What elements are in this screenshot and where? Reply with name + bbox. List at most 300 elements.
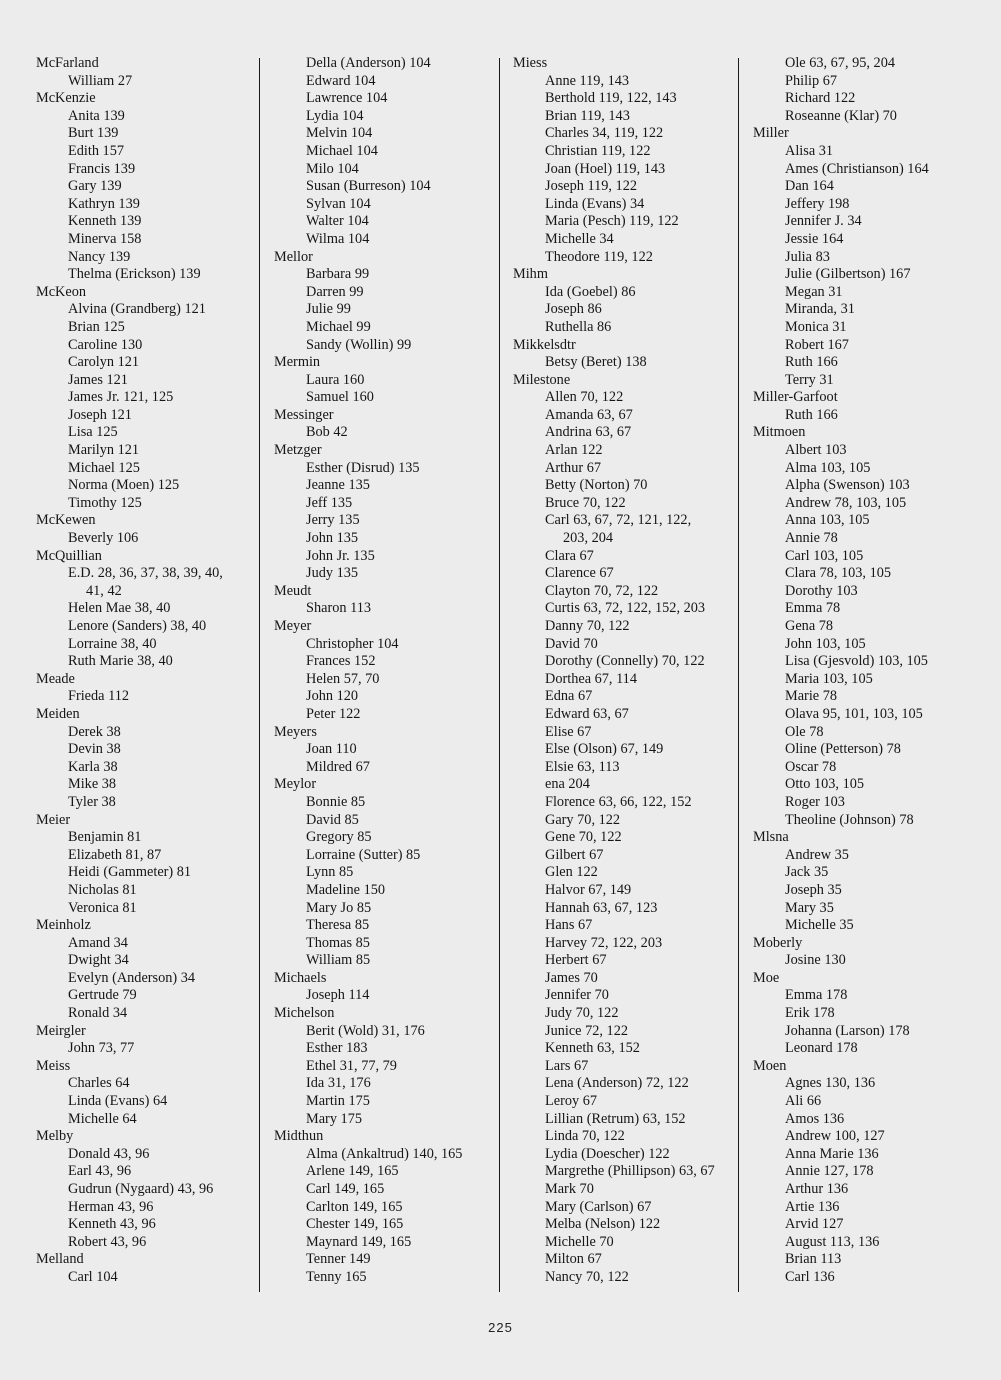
given-name-entry — [513, 512, 728, 547]
given-name-entry: Clara 78, 103, 105 — [785, 565, 892, 582]
given-name-entry: Sandy (Wollin) 99 — [306, 336, 412, 353]
given-name-entry: Michelle 64 — [68, 1110, 137, 1127]
given-name-entry: Andrew 100, 127 — [785, 1128, 885, 1145]
given-name-entry: Esther (Disrud) 135 — [306, 459, 420, 476]
index-entry — [753, 55, 968, 125]
given-name-entry: Andrew 78, 103, 105 — [785, 494, 907, 511]
surname-heading: Melland — [36, 1251, 84, 1268]
surname-heading: Meudt — [274, 582, 312, 599]
given-name-entry: Jerry 135 — [306, 512, 360, 529]
given-name-entry: Robert 43, 96 — [68, 1233, 147, 1250]
given-name-entry: James Jr. 121, 125 — [68, 389, 174, 406]
given-name-entry: Glen 122 — [545, 864, 598, 881]
surname-heading: Mitmoen — [753, 424, 806, 441]
given-name-entry: Lars 67 — [545, 1057, 589, 1074]
index-entry — [513, 372, 728, 1287]
given-name-entry: Bruce 70, 122 — [545, 494, 626, 511]
given-name-entry: Alma (Ankaltrud) 140, 165 — [306, 1145, 463, 1162]
surname-heading: Meyers — [274, 723, 317, 740]
given-name-entry: Linda (Evans) 34 — [545, 195, 645, 212]
given-name-entry: Gary 70, 122 — [545, 811, 621, 828]
given-name-entry: Arthur 67 — [545, 459, 601, 476]
given-name-entry: Ruth 166 — [785, 406, 838, 423]
given-name-entry: Brian 113 — [785, 1251, 842, 1268]
index-entry — [753, 125, 968, 389]
given-name-entry: Jeffery 198 — [785, 195, 850, 212]
index-column-1 — [36, 55, 251, 1287]
given-name-entry: Jennifer 70 — [545, 987, 609, 1004]
given-name-entry: Philip 67 — [785, 72, 838, 89]
surname-heading: Midthun — [274, 1128, 324, 1145]
given-name-entry: Joseph 86 — [545, 301, 602, 318]
given-name-entry: Lydia 104 — [306, 107, 364, 124]
given-name-entry: Anna 103, 105 — [785, 512, 870, 529]
given-name-entry: Charles 34, 119, 122 — [545, 125, 664, 142]
surname-heading: Meinholz — [36, 917, 91, 934]
index-entry — [36, 284, 251, 513]
column-divider — [738, 58, 739, 1292]
given-name-entry: Francis 139 — [68, 160, 136, 177]
given-name-entry: Michelle 34 — [545, 230, 614, 247]
surname-heading: McKeon — [36, 283, 87, 300]
given-name-entry: Maynard 149, 165 — [306, 1233, 412, 1250]
given-name-entry: Ethel 31, 77, 79 — [306, 1057, 397, 1074]
given-name-entry: Andrew 35 — [785, 846, 849, 863]
index-entry — [753, 829, 968, 935]
given-name-entry: Linda 70, 122 — [545, 1128, 625, 1145]
given-name-entry: Roseanne (Klar) 70 — [785, 107, 897, 124]
index-entry — [274, 407, 489, 442]
given-name-entry: Mary 175 — [306, 1110, 362, 1127]
given-name-entry: Benjamin 81 — [68, 829, 142, 846]
given-name-entry: Lisa (Gjesvold) 103, 105 — [785, 653, 928, 670]
given-name-entry: Hannah 63, 67, 123 — [545, 899, 658, 916]
given-name-entry: John 135 — [306, 530, 359, 547]
given-name-entry: Arlene 149, 165 — [306, 1163, 399, 1180]
index-entry — [513, 337, 728, 372]
given-name-entry: Marilyn 121 — [68, 442, 140, 459]
given-name-entry: Dorothy 103 — [785, 582, 858, 599]
given-name-entry: Alisa 31 — [785, 142, 834, 159]
given-name-entry: Johanna (Larson) 178 — [785, 1022, 910, 1039]
given-name-entry: Theoline (Johnson) 78 — [785, 811, 914, 828]
given-name-entry: William 27 — [68, 72, 133, 89]
surname-heading: Messinger — [274, 406, 334, 423]
surname-heading: Meirgler — [36, 1022, 86, 1039]
given-name-entry: Herbert 67 — [545, 952, 607, 969]
given-name-line: Carl 63, 67, 72, 121, 122, — [545, 512, 692, 529]
index-entry — [274, 55, 489, 249]
given-name-entry: Florence 63, 66, 122, 152 — [545, 793, 692, 810]
surname-heading: Meiden — [36, 705, 80, 722]
surname-heading: Melby — [36, 1128, 74, 1145]
given-name-entry: Monica 31 — [785, 318, 847, 335]
surname-heading: Meyer — [274, 618, 312, 634]
index-entry — [36, 512, 251, 547]
given-name-entry: John 73, 77 — [68, 1040, 135, 1057]
given-name-entry: Mary Jo 85 — [306, 899, 372, 916]
given-name-entry: Ames (Christianson) 164 — [785, 160, 929, 177]
index-entry — [274, 1128, 489, 1286]
given-name-entry: David 85 — [306, 811, 359, 828]
given-name-entry: Karla 38 — [68, 758, 118, 775]
column-divider — [499, 58, 500, 1292]
given-name-entry: Mike 38 — [68, 776, 117, 793]
given-name-entry: Peter 122 — [306, 705, 361, 722]
given-name-entry: Lenore (Sanders) 38, 40 — [68, 618, 207, 634]
given-name-entry: Michael 104 — [306, 142, 378, 159]
given-name-entry: Julia 83 — [785, 248, 830, 265]
given-name-entry: Christian 119, 122 — [545, 142, 651, 159]
column-divider — [259, 58, 260, 1292]
given-name-entry: Beverly 106 — [68, 530, 139, 547]
index-entry — [36, 671, 251, 706]
surname-heading: Miller-Garfoot — [753, 389, 838, 406]
surname-heading: Mellor — [274, 248, 313, 265]
given-name-entry: Agnes 130, 136 — [785, 1075, 876, 1092]
given-name-entry: Elsie 63, 113 — [545, 758, 620, 775]
given-name-entry: Melvin 104 — [306, 125, 373, 142]
given-name-entry: Wilma 104 — [306, 230, 370, 247]
given-name-entry: Mildred 67 — [306, 758, 370, 775]
given-name-entry: Joseph 114 — [306, 987, 370, 1004]
surname-heading: Mihm — [513, 266, 548, 283]
given-name-entry: Walter 104 — [306, 213, 369, 230]
given-name-entry: Emma 78 — [785, 600, 841, 617]
given-name-entry: Leonard 178 — [785, 1040, 858, 1057]
given-name-entry: Maria 103, 105 — [785, 670, 873, 687]
index-entry — [274, 618, 489, 724]
surname-heading: Milestone — [513, 371, 571, 388]
given-name-entry: Lena (Anderson) 72, 122 — [545, 1075, 689, 1092]
given-name-entry: Tenny 165 — [306, 1268, 367, 1285]
given-name-entry: Lillian (Retrum) 63, 152 — [545, 1110, 686, 1127]
index-entry — [36, 706, 251, 812]
given-name-entry: Hans 67 — [545, 917, 593, 934]
given-name-entry: Joseph 121 — [68, 406, 132, 423]
given-name-entry: Ole 78 — [785, 723, 824, 740]
given-name-entry: Amand 34 — [68, 934, 128, 951]
given-name-entry: Della (Anderson) 104 — [306, 55, 431, 71]
given-name-entry: Clara 67 — [545, 547, 594, 564]
given-name-entry: Miranda, 31 — [785, 301, 855, 318]
index-entry — [36, 90, 251, 284]
index-entry — [753, 935, 968, 970]
given-name-entry: Clayton 70, 72, 122 — [545, 582, 659, 599]
given-name-entry: Milton 67 — [545, 1251, 602, 1268]
given-name-entry: Jeff 135 — [306, 494, 353, 511]
given-name-entry: Leroy 67 — [545, 1093, 598, 1110]
given-name-entry: Erik 178 — [785, 1005, 835, 1022]
given-name-entry: Burt 139 — [68, 125, 119, 142]
given-name-entry: Samuel 160 — [306, 389, 374, 406]
given-name-entry: Bonnie 85 — [306, 793, 366, 810]
index-entry — [36, 1023, 251, 1058]
given-name-entry: Charles 64 — [68, 1075, 130, 1092]
given-name-entry: Mark 70 — [545, 1181, 594, 1197]
given-name-entry: Bob 42 — [306, 424, 348, 441]
given-name-entry: Laura 160 — [306, 371, 365, 388]
index-entry — [274, 776, 489, 970]
given-name-entry: Amanda 63, 67 — [545, 406, 633, 423]
given-name-entry: John 103, 105 — [785, 635, 866, 652]
given-name-entry: Derek 38 — [68, 723, 121, 740]
given-name-entry: Albert 103 — [785, 442, 847, 459]
given-name-entry: Caroline 130 — [68, 336, 143, 353]
given-name-entry: Carl 136 — [785, 1268, 835, 1285]
given-name-entry: Susan (Burreson) 104 — [306, 178, 431, 195]
index-entry — [274, 724, 489, 777]
given-name-entry: Madeline 150 — [306, 881, 386, 898]
given-name-entry: Maria (Pesch) 119, 122 — [545, 213, 679, 230]
given-name-entry: Gene 70, 122 — [545, 829, 622, 846]
index-entry — [274, 970, 489, 1005]
index-entry — [36, 1058, 251, 1128]
given-name-entry: ena 204 — [545, 776, 590, 793]
given-name-entry: Arthur 136 — [785, 1181, 849, 1197]
given-name-entry: Danny 70, 122 — [545, 618, 630, 634]
given-name-entry: Anna Marie 136 — [785, 1145, 879, 1162]
given-name-entry: Halvor 67, 149 — [545, 881, 632, 898]
given-name-entry: Otto 103, 105 — [785, 776, 865, 793]
given-name-entry: Ruth Marie 38, 40 — [68, 653, 173, 670]
given-name-entry: Alma 103, 105 — [785, 459, 871, 476]
index-entry — [36, 812, 251, 918]
given-name-entry: Donald 43, 96 — [68, 1145, 150, 1162]
given-name-entry: Helen Mae 38, 40 — [68, 600, 171, 617]
given-name-entry: William 85 — [306, 952, 371, 969]
given-name-entry: Anne 119, 143 — [545, 72, 630, 89]
index-entry — [36, 917, 251, 1023]
given-name-entry: Joan 110 — [306, 741, 357, 758]
given-name-entry: Brian 125 — [68, 318, 125, 335]
given-name-entry: John Jr. 135 — [306, 547, 375, 564]
given-name-entry: Joseph 119, 122 — [545, 178, 638, 195]
given-name-entry: Harvey 72, 122, 203 — [545, 934, 663, 951]
index-entry — [274, 249, 489, 355]
given-name-entry: Earl 43, 96 — [68, 1163, 132, 1180]
given-name-entry: Heidi (Gammeter) 81 — [68, 864, 192, 881]
given-name-entry: Robert 167 — [785, 336, 849, 353]
index-entry — [36, 548, 251, 671]
given-name-entry: Julie 99 — [306, 301, 351, 318]
given-name-entry: Michelle 35 — [785, 917, 854, 934]
given-name-entry: Michael 99 — [306, 318, 371, 335]
given-name-entry: Timothy 125 — [68, 494, 142, 511]
given-name-entry: Allen 70, 122 — [545, 389, 624, 406]
given-name-entry: Julie (Gilbertson) 167 — [785, 266, 911, 283]
given-name-entry: Kenneth 63, 152 — [545, 1040, 640, 1057]
surname-heading: Michaels — [274, 969, 327, 986]
given-name-entry: Elizabeth 81, 87 — [68, 846, 162, 863]
given-name-entry: Ole 63, 67, 95, 204 — [785, 55, 895, 71]
given-name-entry: Else (Olson) 67, 149 — [545, 741, 664, 758]
given-name-entry: Annie 127, 178 — [785, 1163, 874, 1180]
given-name-entry: Jeanne 135 — [306, 477, 370, 494]
given-name-entry: Alpha (Swenson) 103 — [785, 477, 910, 494]
given-name-entry: Theodore 119, 122 — [545, 248, 653, 265]
given-name-entry: Marie 78 — [785, 688, 838, 705]
given-name-entry: Linda (Evans) 64 — [68, 1093, 168, 1110]
surname-heading: Meier — [36, 811, 71, 828]
given-name-entry: Herman 43, 96 — [68, 1198, 154, 1215]
given-name-entry: Emma 178 — [785, 987, 848, 1004]
index-entry — [36, 1251, 251, 1286]
index-entry — [274, 354, 489, 407]
given-name-entry: Jennifer J. 34 — [785, 213, 862, 230]
given-name-entry: Kenneth 43, 96 — [68, 1216, 156, 1233]
given-name-entry: Michelle 70 — [545, 1233, 614, 1250]
given-name-continuation: 203, 204 — [563, 530, 614, 547]
given-name-entry: David 70 — [545, 635, 598, 652]
given-name-entry: Nancy 139 — [68, 248, 131, 265]
given-name-entry: Dan 164 — [785, 178, 834, 195]
given-name-entry: Tenner 149 — [306, 1251, 371, 1268]
given-name-entry: Lisa 125 — [68, 424, 118, 441]
given-name-entry: Ruthella 86 — [545, 318, 612, 335]
given-name-line: E.D. 28, 36, 37, 38, 39, 40, — [68, 565, 223, 582]
given-name-entry: Edna 67 — [545, 688, 593, 705]
given-name-entry: Dorothy (Connelly) 70, 122 — [545, 653, 705, 670]
given-name-entry: James 121 — [68, 371, 128, 388]
given-name-entry: Dorthea 67, 114 — [545, 670, 637, 687]
given-name-entry: Clarence 67 — [545, 565, 614, 582]
given-name-entry: Carl 149, 165 — [306, 1181, 385, 1197]
given-name-entry: Judy 135 — [306, 565, 359, 582]
surname-heading: Michelson — [274, 1005, 335, 1022]
given-name-entry: Gertrude 79 — [68, 987, 137, 1004]
given-name-entry: Joseph 35 — [785, 881, 842, 898]
surname-heading: Moen — [753, 1057, 787, 1074]
index-entry — [513, 266, 728, 336]
given-name-entry: Brian 119, 143 — [545, 107, 630, 124]
given-name-entry: Tyler 38 — [68, 793, 116, 810]
index-entry — [274, 442, 489, 583]
given-name-entry: Theresa 85 — [306, 917, 370, 934]
given-name-entry: Oline (Petterson) 78 — [785, 741, 901, 758]
index-entry — [274, 583, 489, 618]
given-name-entry: Arvid 127 — [785, 1216, 844, 1233]
given-name-entry: Kathryn 139 — [68, 195, 140, 212]
index-entry — [274, 1005, 489, 1128]
page-number: 225 — [488, 1320, 513, 1335]
given-name-entry: Minerva 158 — [68, 230, 142, 247]
given-name-entry: Berit (Wold) 31, 176 — [306, 1022, 425, 1039]
given-name-entry: Olava 95, 101, 103, 105 — [785, 705, 923, 722]
surname-heading: McKenzie — [36, 90, 96, 107]
given-name-entry: Betsy (Beret) 138 — [545, 354, 647, 371]
given-name-entry: Barbara 99 — [306, 266, 370, 283]
given-name-entry: Gilbert 67 — [545, 846, 604, 863]
given-name-entry: Nicholas 81 — [68, 881, 137, 898]
surname-heading: McFarland — [36, 55, 99, 71]
given-name-entry: Lawrence 104 — [306, 90, 388, 107]
given-name-entry: Judy 70, 122 — [545, 1005, 619, 1022]
given-name-entry: Ronald 34 — [68, 1005, 128, 1022]
given-name-entry: Edward 104 — [306, 72, 376, 89]
given-name-entry: Thelma (Erickson) 139 — [68, 266, 201, 283]
given-name-entry: Thomas 85 — [306, 934, 370, 951]
given-name-entry: Amos 136 — [785, 1110, 845, 1127]
given-name-entry: Frances 152 — [306, 653, 376, 670]
given-name-entry: Lynn 85 — [306, 864, 354, 881]
given-name-entry: Annie 78 — [785, 530, 838, 547]
given-name-entry: Melba (Nelson) 122 — [545, 1216, 661, 1233]
given-name-entry: Ruth 166 — [785, 354, 838, 371]
given-name-entry: Richard 122 — [785, 90, 856, 107]
given-name-entry: Helen 57, 70 — [306, 670, 380, 687]
given-name-entry: Gregory 85 — [306, 829, 372, 846]
index-entry — [753, 389, 968, 424]
given-name-entry: Carlton 149, 165 — [306, 1198, 403, 1215]
given-name-entry: Lorraine 38, 40 — [68, 635, 157, 652]
given-name-entry: Evelyn (Anderson) 34 — [68, 969, 196, 986]
surname-heading: Meiss — [36, 1057, 71, 1074]
given-name-entry: Carl 103, 105 — [785, 547, 864, 564]
surname-heading: Metzger — [274, 442, 322, 459]
surname-heading: Meade — [36, 670, 75, 687]
given-name-entry: Alvina (Grandberg) 121 — [68, 301, 206, 318]
given-name-entry: Kenneth 139 — [68, 213, 142, 230]
surname-heading: McKewen — [36, 512, 96, 529]
given-name-entry: Jack 35 — [785, 864, 829, 881]
surname-heading: Mikkelsdtr — [513, 336, 576, 353]
index-entry — [753, 1058, 968, 1287]
given-name-entry: Sylvan 104 — [306, 195, 371, 212]
given-name-entry: Norma (Moen) 125 — [68, 477, 180, 494]
given-name-entry: Veronica 81 — [68, 899, 137, 916]
given-name-entry: Ida 31, 176 — [306, 1075, 371, 1092]
index-column-3 — [513, 55, 728, 1287]
given-name-entry: Nancy 70, 122 — [545, 1268, 629, 1285]
given-name-entry: Junice 72, 122 — [545, 1022, 628, 1039]
given-name-entry: Margrethe (Phillipson) 63, 67 — [545, 1163, 715, 1180]
surname-heading: Miess — [513, 55, 548, 71]
given-name-entry: Mary (Carlson) 67 — [545, 1198, 652, 1215]
given-name-entry: Milo 104 — [306, 160, 359, 177]
given-name-entry: Roger 103 — [785, 793, 845, 810]
index-column-4 — [753, 55, 968, 1287]
given-name-entry: Megan 31 — [785, 283, 843, 300]
given-name-entry: Esther 183 — [306, 1040, 368, 1057]
given-name-entry: Betty (Norton) 70 — [545, 477, 648, 494]
given-name-entry: Lorraine (Sutter) 85 — [306, 846, 421, 863]
given-name-entry: Gena 78 — [785, 618, 834, 634]
given-name-entry: August 113, 136 — [785, 1233, 880, 1250]
given-name-entry: Jessie 164 — [785, 230, 844, 247]
index-entry — [753, 424, 968, 829]
index-entry — [36, 55, 251, 90]
given-name-entry: Michael 125 — [68, 459, 140, 476]
given-name-entry: Josine 130 — [785, 952, 846, 969]
given-name-entry: Lydia (Doescher) 122 — [545, 1145, 670, 1162]
given-name-entry: James 70 — [545, 969, 598, 986]
surname-heading: Meylor — [274, 776, 317, 793]
given-name-entry: Sharon 113 — [306, 600, 371, 617]
given-name-entry: Andrina 63, 67 — [545, 424, 632, 441]
given-name-entry: Gary 139 — [68, 178, 122, 195]
given-name-entry: Ali 66 — [785, 1093, 822, 1110]
surname-heading: Moberly — [753, 934, 803, 951]
given-name-entry: Gudrun (Nygaard) 43, 96 — [68, 1181, 214, 1197]
given-name-entry: Mary 35 — [785, 899, 834, 916]
surname-heading: Mermin — [274, 354, 321, 371]
given-name-entry: Artie 136 — [785, 1198, 840, 1215]
given-name-entry: Carolyn 121 — [68, 354, 140, 371]
given-name-entry — [36, 565, 251, 600]
given-name-entry: Curtis 63, 72, 122, 152, 203 — [545, 600, 706, 617]
given-name-entry: Anita 139 — [68, 107, 125, 124]
